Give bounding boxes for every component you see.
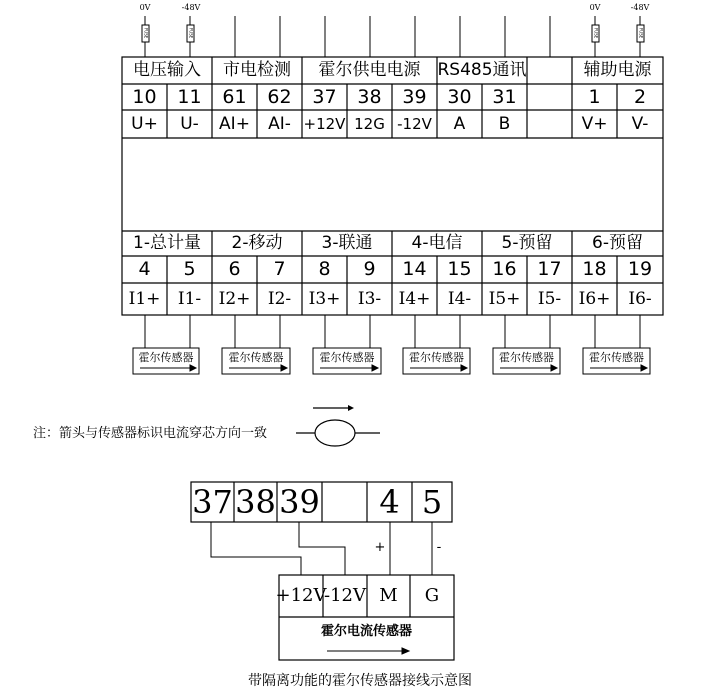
terminal-number: 15 bbox=[447, 258, 472, 280]
hall-sensor-label: 霍尔传感器 bbox=[228, 350, 284, 364]
terminal-number: 5 bbox=[183, 258, 196, 280]
signal-label: V- bbox=[631, 113, 649, 134]
voltage-label: -48V bbox=[630, 3, 650, 12]
sensor-pin-label: G bbox=[424, 585, 440, 606]
fuse-label: FUSE bbox=[188, 28, 194, 39]
plus-sign: + bbox=[374, 539, 386, 555]
group-header-channel-4: 4-电信 bbox=[411, 233, 463, 253]
terminal-number: 14 bbox=[402, 258, 427, 280]
terminal-label: 39 bbox=[279, 483, 320, 521]
terminal-number: 10 bbox=[132, 85, 157, 108]
signal-label: A bbox=[453, 113, 466, 134]
group-header-channel-5: 5-预留 bbox=[501, 233, 553, 253]
signal-label: U+ bbox=[131, 113, 158, 134]
signal-label: I1- bbox=[177, 288, 202, 309]
terminal-number: 11 bbox=[177, 85, 202, 108]
signal-label: B bbox=[498, 113, 511, 134]
terminal-number: 38 bbox=[357, 85, 382, 108]
terminal-number: 1 bbox=[588, 85, 601, 108]
hall-sensor-label: 霍尔传感器 bbox=[499, 350, 554, 364]
arrow-right-icon bbox=[348, 405, 354, 411]
voltage-label: -48V bbox=[181, 3, 201, 12]
minus-sign: - bbox=[436, 539, 442, 555]
signal-label: I6- bbox=[628, 288, 652, 309]
signal-label: I1+ bbox=[128, 288, 161, 309]
current-direction-symbol bbox=[296, 408, 380, 446]
signal-label: I6+ bbox=[578, 288, 611, 309]
terminal-number: 16 bbox=[492, 258, 517, 280]
terminal-number: 9 bbox=[363, 258, 376, 280]
voltage-label: 0V bbox=[139, 3, 151, 12]
terminal-number: 31 bbox=[492, 85, 517, 108]
terminal-number: 37 bbox=[312, 85, 337, 108]
diagram-caption: 带隔离功能的霍尔传感器接线示意图 bbox=[248, 673, 472, 689]
signal-label: 12G bbox=[354, 114, 385, 133]
terminal-number: 62 bbox=[267, 85, 292, 108]
hall-sensor-label: 霍尔传感器 bbox=[589, 350, 644, 364]
sensor-pin-label: +12V bbox=[275, 585, 327, 606]
group-header-aux-power: 辅助电源 bbox=[583, 60, 652, 80]
signal-label: -12V bbox=[397, 114, 432, 133]
group-header-channel-3: 3-联通 bbox=[321, 233, 373, 253]
terminal-number: 2 bbox=[633, 85, 647, 108]
terminal-number: 6 bbox=[228, 258, 241, 280]
signal-label: +12V bbox=[303, 114, 346, 133]
signal-label bbox=[527, 110, 572, 138]
group-header-channel-2: 2-移动 bbox=[231, 233, 283, 253]
terminal-number: 19 bbox=[627, 258, 653, 280]
group-header-mains-detect: 市电检测 bbox=[223, 60, 291, 80]
group-header-channel-1: 1-总计量 bbox=[133, 233, 201, 253]
terminal-number: 30 bbox=[447, 85, 472, 108]
terminal-number: 61 bbox=[222, 85, 247, 108]
signal-label: I4+ bbox=[398, 288, 431, 309]
terminal-label: 38 bbox=[235, 483, 276, 521]
signal-label: I4- bbox=[447, 288, 472, 309]
hall-sensor-label: 霍尔传感器 bbox=[319, 350, 375, 364]
group-header-empty bbox=[527, 57, 572, 84]
signal-label: I5+ bbox=[488, 288, 521, 309]
signal-label: V+ bbox=[581, 113, 608, 134]
terminal-label: 5 bbox=[421, 483, 443, 521]
group-header-channel-6: 6-预留 bbox=[592, 233, 643, 253]
signal-label: U- bbox=[180, 113, 199, 134]
group-header-rs485: RS485通讯 bbox=[437, 60, 527, 80]
signal-label: I3+ bbox=[308, 288, 341, 309]
terminal-number: 18 bbox=[582, 258, 607, 280]
signal-label: I5- bbox=[537, 288, 562, 309]
sensor-pin-label: -12V bbox=[324, 585, 366, 606]
sensor-title: 霍尔电流传感器 bbox=[320, 623, 412, 639]
arrow-right-icon bbox=[327, 648, 409, 654]
terminal-number: 17 bbox=[537, 258, 562, 280]
terminal-number: 8 bbox=[318, 258, 331, 280]
terminal-number: 39 bbox=[402, 85, 427, 108]
terminal-label bbox=[322, 482, 367, 522]
sensor-pin-label: M bbox=[379, 585, 398, 606]
voltage-label: 0V bbox=[589, 3, 601, 12]
hall-sensor-label: 霍尔传感器 bbox=[409, 350, 464, 364]
hall-sensor-label: 霍尔传感器 bbox=[138, 350, 194, 364]
signal-label: AI+ bbox=[219, 113, 250, 134]
group-header-voltage-input: 电压输入 bbox=[133, 60, 201, 80]
group-header-hall-power: 霍尔供电电源 bbox=[318, 60, 421, 80]
signal-label: I2+ bbox=[218, 288, 251, 309]
terminal-label: 4 bbox=[379, 483, 400, 521]
terminal-number: 4 bbox=[138, 258, 151, 280]
signal-label: I2- bbox=[267, 288, 292, 309]
signal-label: AI- bbox=[268, 113, 291, 134]
terminal-number bbox=[527, 84, 572, 110]
terminal-number: 7 bbox=[273, 258, 286, 280]
note-text: 注：箭头与传感器标识电流穿芯方向一致 bbox=[33, 425, 268, 441]
terminal-label: 37 bbox=[192, 483, 233, 521]
signal-label: I3- bbox=[357, 288, 382, 309]
fuse-label: FUSE bbox=[143, 28, 149, 39]
fuse-label: FUSE bbox=[593, 28, 599, 39]
fuse-label: FUSE bbox=[638, 28, 644, 39]
